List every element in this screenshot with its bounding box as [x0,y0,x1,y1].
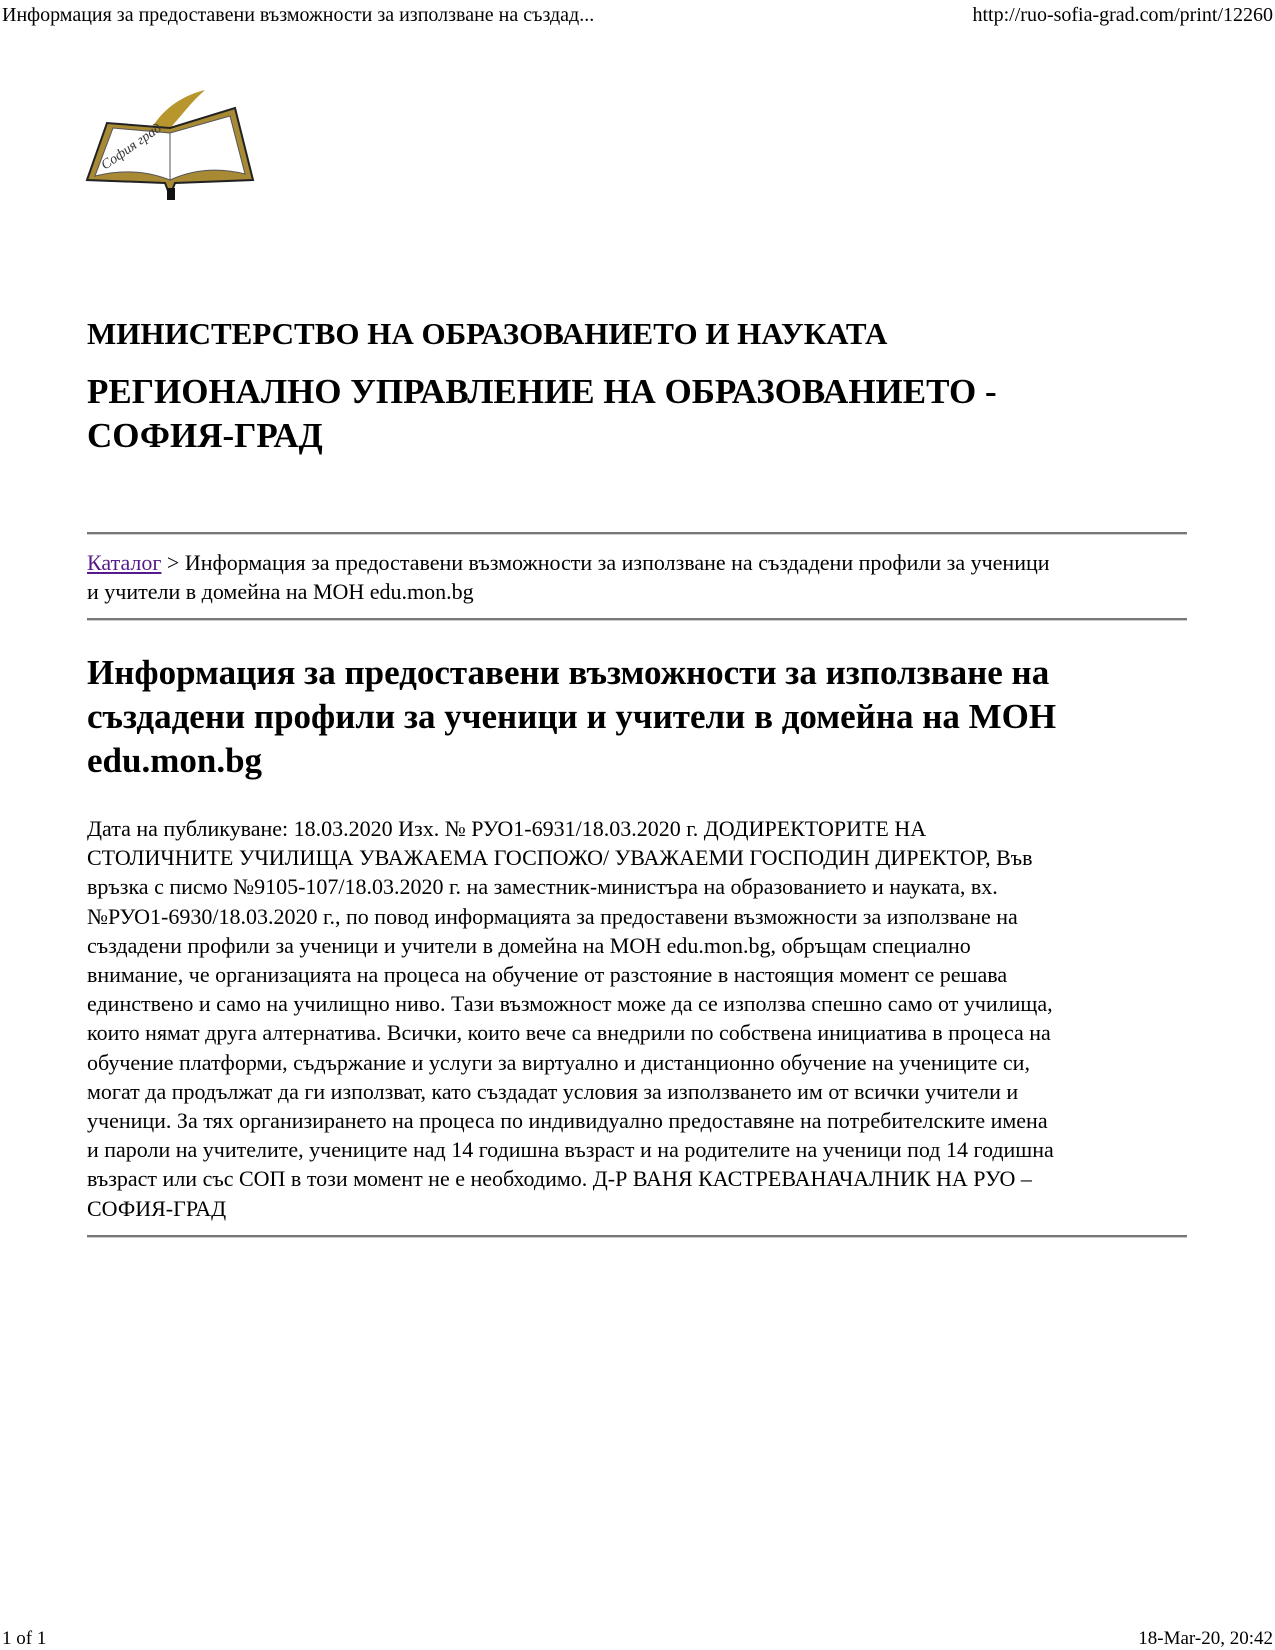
article-title-line: edu.mon.bg [87,741,263,780]
article-body-line: обучение платформи, съдържание и услуги за виртуално и дистанционно обучение на учениците си, [87,1049,1030,1075]
print-header-title: Информация за предоставени възможности за използване на създад... [2,4,595,26]
book-quill-logo-icon [85,88,255,203]
article-body-line: които нямат друга алтернатива. Всички, които вече са внедрили по собствена инициатива в процеса на [87,1020,1051,1046]
article-body-line: могат да продължат да ги използват, като създадат условия за използването им от всички учители и [87,1078,1019,1104]
divider [87,618,1187,621]
divider [87,1235,1187,1238]
article-body-line: внимание, че организацията на процеса на обучение от разстояние в настоящия момент се решава [87,962,1008,987]
breadcrumb-current-cont: и учители в домейна на МОН edu.mon.bg [87,579,474,604]
print-header-url: http://ruo-sofia-grad.com/print/12260 [972,4,1273,26]
article-body-line: №РУО1-6930/18.03.2020 г., по повод информацията за предоставени възможности за използване на [87,903,1018,929]
article-body-line: единствено и само на училищно ниво. Тази възможност може да се използва спешно само от училища, [87,991,1053,1017]
article-body-line: СОФИЯ-ГРАД [87,1195,227,1221]
divider [87,532,1187,535]
article-title-line: създадени профили за ученици и учители в домейна на МОН [87,697,1057,736]
logo-text: София град [98,120,165,174]
article-body-line: Дата на публикуване: 18.03.2020 Изх. № РУО1-6931/18.03.2020 г. ДОДИРЕКТОРИТЕ НА [87,816,927,841]
article-body-line: и пароли на учителите, учениците над 14 годишна възраст и на родителите на ученици под 14 годишна [87,1137,1054,1163]
breadcrumb-current: > Информация за предоставени възможности за използване на създадени профили за ученици [161,550,1050,575]
article-title-line: Информация за предоставени възможности за използване на [87,653,1050,692]
article-body-line: ученици. За тях организирането на процеса по индивидуално предоставяне на потребителските имена [87,1108,1048,1133]
article-body-line: възраст или със СОП в този момент не е необходимо. Д-Р ВАНЯ КАСТРЕВАНАЧАЛНИК НА РУО – [87,1166,1032,1192]
article-body-line: връзка с писмо №9105-107/18.03.2020 г. на заместник-министъра на образованието и науката, вх. [87,874,998,900]
page-count: 1 of 1 [2,1628,47,1649]
sofia-grad-logo [85,88,255,203]
print-datetime: 18-Mar-20, 20:42 [1138,1628,1273,1649]
article-body-line: СТОЛИЧНИТЕ УЧИЛИЩА УВАЖАЕМА ГОСПОЖО/ УВАЖАЕМИ ГОСПОДИН ДИРЕКТОР, Във [87,845,1033,871]
office-heading-line: РЕГИОНАЛНО УПРАВЛЕНИЕ НА ОБРАЗОВАНИЕТО - [87,372,997,411]
breadcrumb [87,550,1050,576]
office-heading-line: СОФИЯ-ГРАД [87,416,323,455]
ministry-heading: МИНИСТЕРСТВО НА ОБРАЗОВАНИЕТО И НАУКАТА [87,316,888,351]
breadcrumb-catalog-link[interactable]: Каталог [87,550,162,575]
article-body-line: създадени профили за ученици и учители в домейна на МОН edu.mon.bg, обръщам специално [87,932,971,958]
